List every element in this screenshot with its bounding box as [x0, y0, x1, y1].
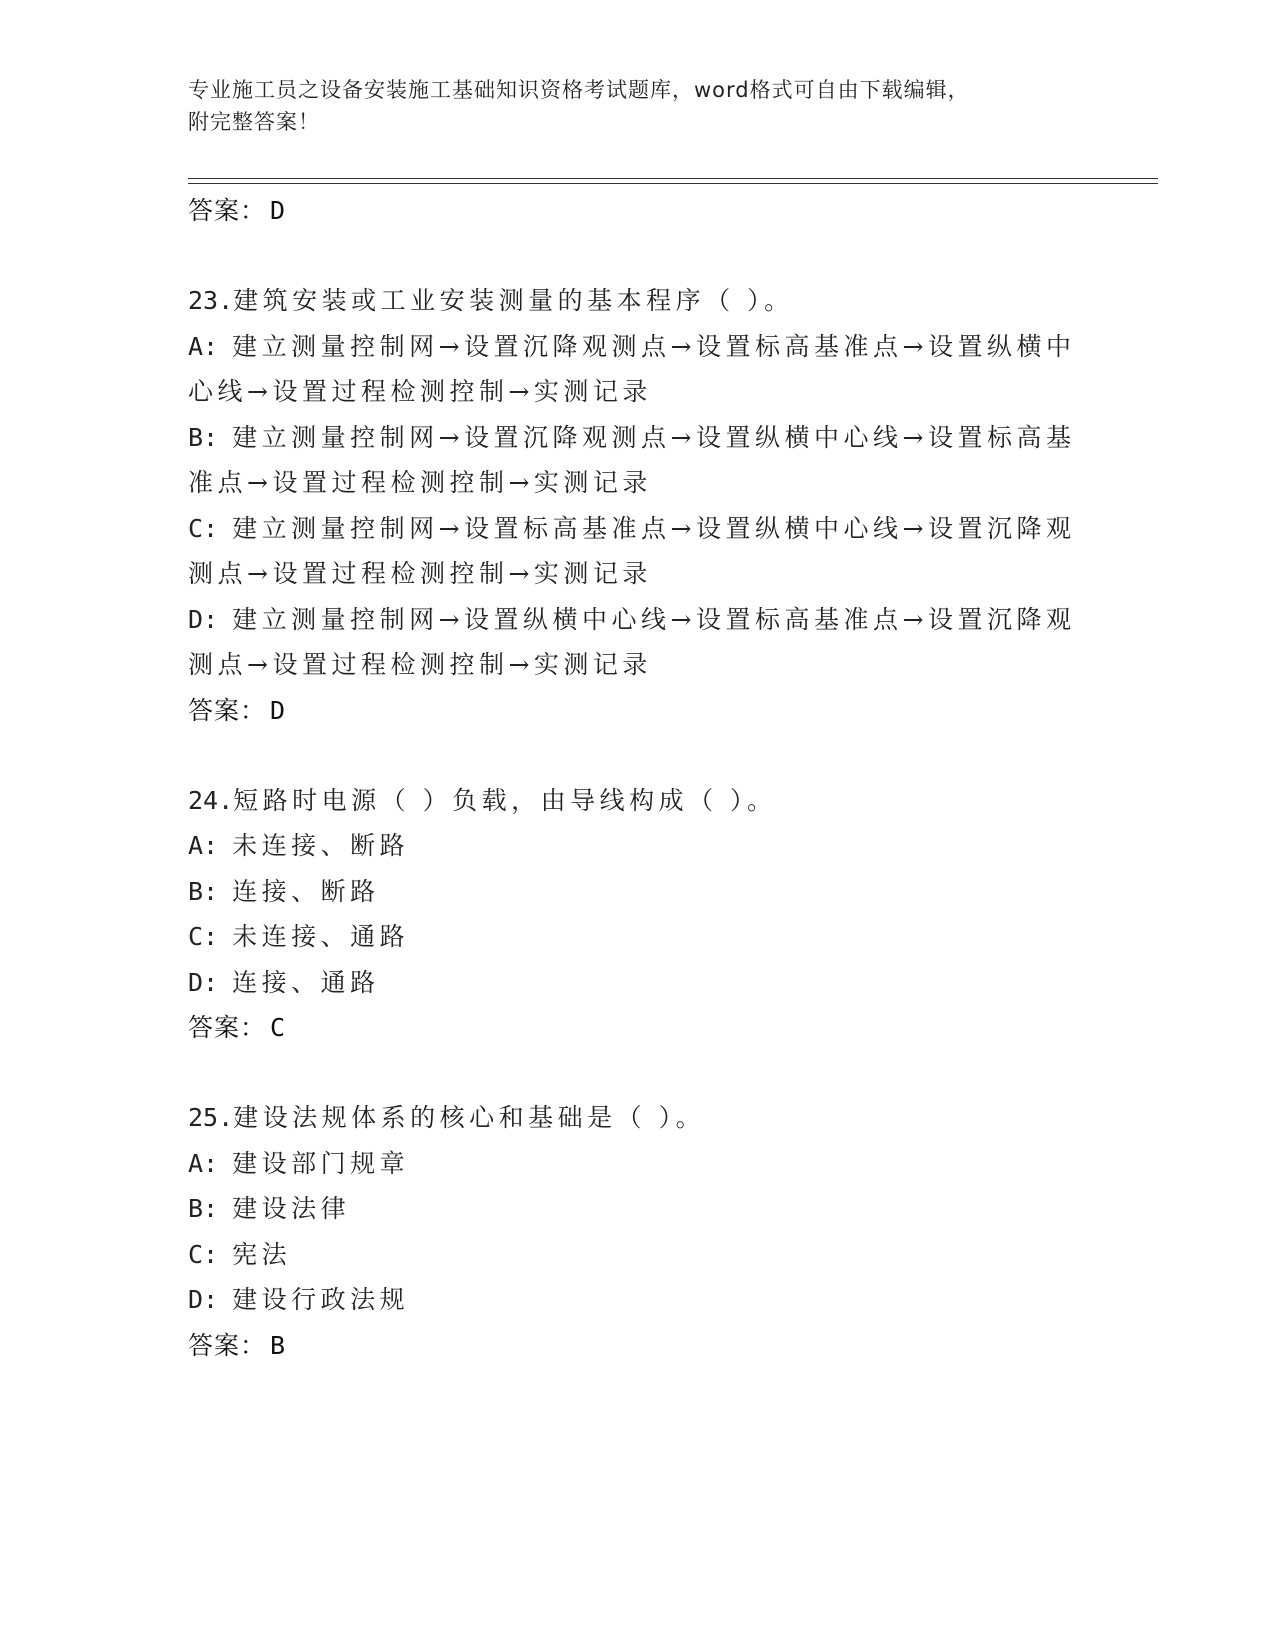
question-24: [188, 778, 1088, 1051]
option-d: [188, 1277, 1088, 1323]
header-line-2: 附完整答案！: [188, 110, 320, 134]
option-key: C:: [188, 513, 219, 543]
option-text: 未连接、通路: [232, 922, 410, 951]
option-key: C:: [188, 1239, 219, 1269]
option-c: [188, 914, 1088, 960]
answer-label: 答案：: [188, 1330, 267, 1360]
question-stem: [188, 1095, 1088, 1141]
option-a: [188, 823, 1088, 869]
option-text: 建立测量控制网→设置沉降观测点→设置纵横中心线→设置标高基: [232, 422, 1076, 452]
option-b: [188, 869, 1088, 915]
option-key: B:: [188, 1194, 219, 1223]
option-c-continued: 测点→设置过程检测控制→实测记录: [188, 559, 652, 588]
option-c: [188, 506, 1088, 552]
option-d-continued: 测点→设置过程检测控制→实测记录: [188, 650, 652, 679]
question-number: 24.: [188, 785, 234, 815]
option-text: 建设部门规章: [232, 1148, 410, 1178]
question-answer: [188, 1323, 1088, 1368]
document-header: [188, 74, 1068, 138]
option-key: C:: [188, 922, 219, 951]
option-key: D:: [188, 967, 219, 997]
option-text: 建设行政法规: [232, 1285, 410, 1314]
option-key: B:: [188, 422, 219, 452]
option-key: B:: [188, 876, 219, 906]
option-d: [188, 597, 1088, 643]
spacer: [188, 733, 1088, 778]
previous-question-answer: [188, 188, 1088, 233]
option-text: 宪法: [232, 1239, 292, 1269]
document-body: [188, 188, 1088, 1368]
option-d: [188, 960, 1088, 1006]
answer-value: B: [270, 1330, 287, 1360]
answer-label: 答案：: [188, 1013, 267, 1042]
answer-label: 答案：: [188, 695, 267, 725]
spacer: [188, 1050, 1088, 1095]
question-text: 建筑安装或工业安装测量的基本程序（ ）。: [233, 286, 794, 315]
option-text: 建设法律: [232, 1194, 351, 1223]
header-divider: [188, 178, 1158, 184]
question-stem: [188, 278, 1088, 324]
option-a: [188, 324, 1088, 370]
option-text: 连接、通路: [232, 967, 380, 997]
option-text: 未连接、断路: [232, 831, 410, 860]
option-b-continued: 准点→设置过程检测控制→实测记录: [188, 468, 652, 497]
question-text: 短路时电源（ ）负载，由导线构成（ ）。: [233, 785, 777, 815]
option-key: D:: [188, 1285, 219, 1314]
question-stem: [188, 778, 1088, 824]
option-key: A:: [188, 1148, 219, 1178]
option-key: D:: [188, 604, 219, 634]
option-b: [188, 415, 1088, 461]
question-25: [188, 1095, 1088, 1368]
option-text: 建立测量控制网→设置纵横中心线→设置标高基准点→设置沉降观: [232, 604, 1076, 634]
option-c: [188, 1232, 1088, 1278]
spacer: [188, 233, 1088, 278]
option-b: [188, 1186, 1088, 1232]
option-text: 建立测量控制网→设置标高基准点→设置纵横中心线→设置沉降观: [232, 513, 1076, 543]
answer-value: D: [270, 196, 287, 225]
option-key: A:: [188, 331, 219, 361]
option-key: A:: [188, 831, 219, 860]
question-number: 23.: [188, 286, 234, 315]
answer-label: 答案：: [188, 196, 267, 225]
question-answer: [188, 1005, 1088, 1050]
option-a: [188, 1141, 1088, 1187]
header-line-1: 专业施工员之设备安装施工基础知识资格考试题库，word格式可自由下载编辑，: [188, 78, 970, 102]
option-a-continued: 心线→设置过程检测控制→实测记录: [188, 377, 652, 406]
question-text: 建设法规体系的核心和基础是（ ）。: [233, 1103, 706, 1132]
question-number: 25.: [188, 1103, 234, 1132]
option-text: 连接、断路: [232, 876, 380, 906]
answer-value: D: [270, 695, 287, 725]
question-23: [188, 278, 1088, 733]
option-text: 建立测量控制网→设置沉降观测点→设置标高基准点→设置纵横中: [232, 331, 1076, 361]
question-answer: [188, 688, 1088, 733]
answer-value: C: [270, 1013, 287, 1042]
